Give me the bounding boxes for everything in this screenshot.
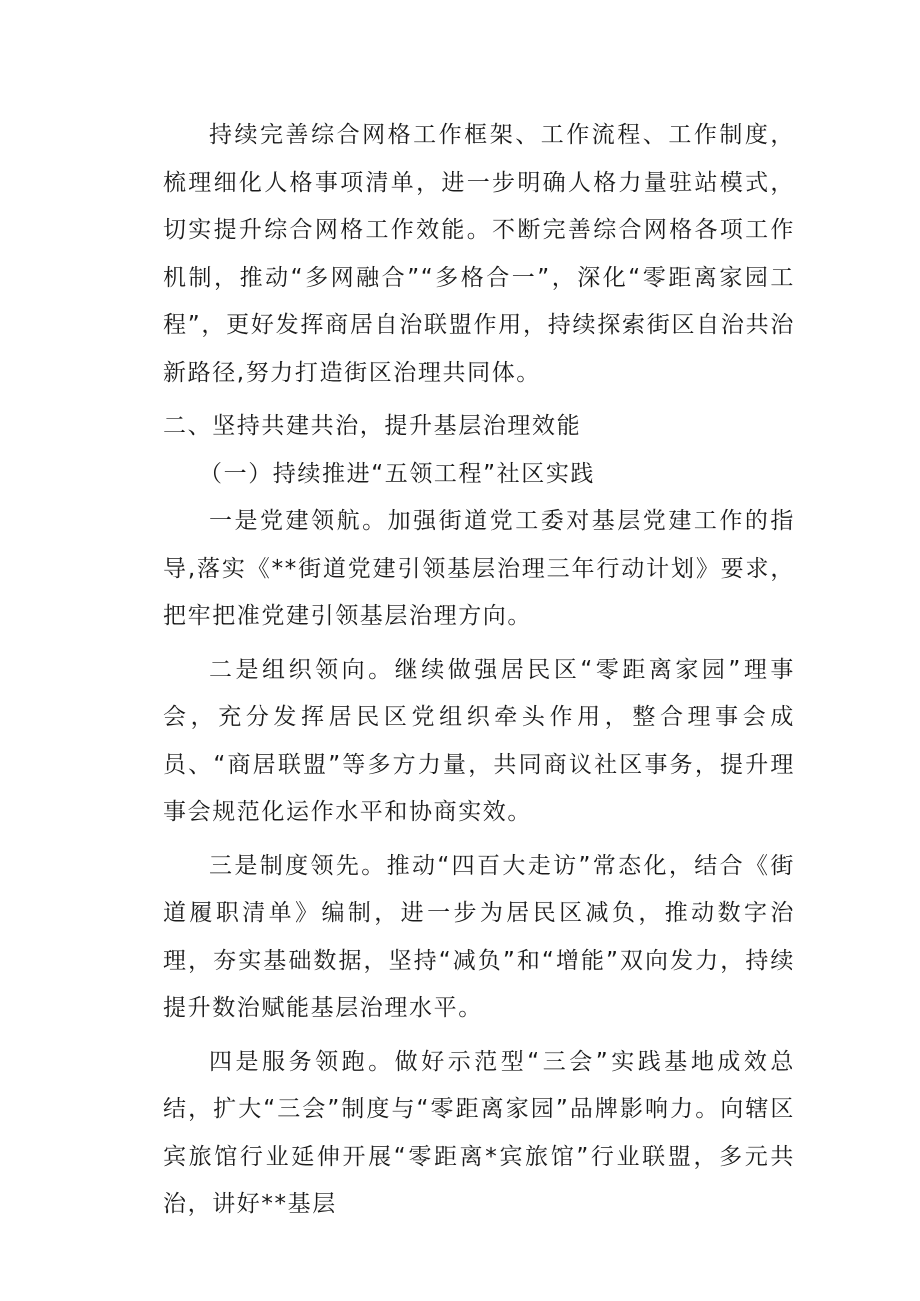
paragraph-service: 四是服务领跑。做好示范型“三会”实践基地成效总结，扩大“三会”制度与“零距离家园”品牌影响力。向辖区宾旅馆行业延伸开展“零距离*宾旅馆”行业联盟，多元共治，讲好**基层 (163, 1048, 795, 1217)
paragraph-institution: 三是制度领先。推动“四百大走访”常态化，结合《街道履职清单》编制，进一步为居民区减负，推动数字治理，夯实基础数据，坚持“减负”和“增能”双向发力，持续提升数治赋能基层治理水平。 (163, 852, 795, 1021)
section-heading-2: 二、坚持共建共治，提升基层治理效能 (163, 413, 582, 439)
paragraph-organization: 二是组织领向。继续做强居民区“零距离家园”理事会，充分发挥居民区党组织牵头作用，整合理事会成员、“商居联盟”等多方力量，共同商议社区事务，提升理事会规范化运作水平和协商实效。 (163, 656, 795, 825)
document-body (163, 112, 795, 1229)
paragraph-grid-work: 持续完善综合网格工作框架、工作流程、工作制度，梳理细化人格事项清单，进一步明确人格力量驻站模式，切实提升综合网格工作效能。不断完善综合网格各项工作机制，推动“多网融合”“多格合一”，深化“零距离家园工程”，更好发挥商居自治联盟作用，持续探索街区自治共治新路径,努力打造街区治理共同体。 (163, 122, 795, 386)
subsection-heading-2-1: （一）持续推进“五领工程”社区实践 (199, 460, 596, 487)
paragraph-party-building: 一是党建领航。加强街道党工委对基层党建工作的指导,落实《**街道党建引领基层治理三年行动计划》要求，把牢把准党建引领基层治理方向。 (163, 508, 795, 629)
